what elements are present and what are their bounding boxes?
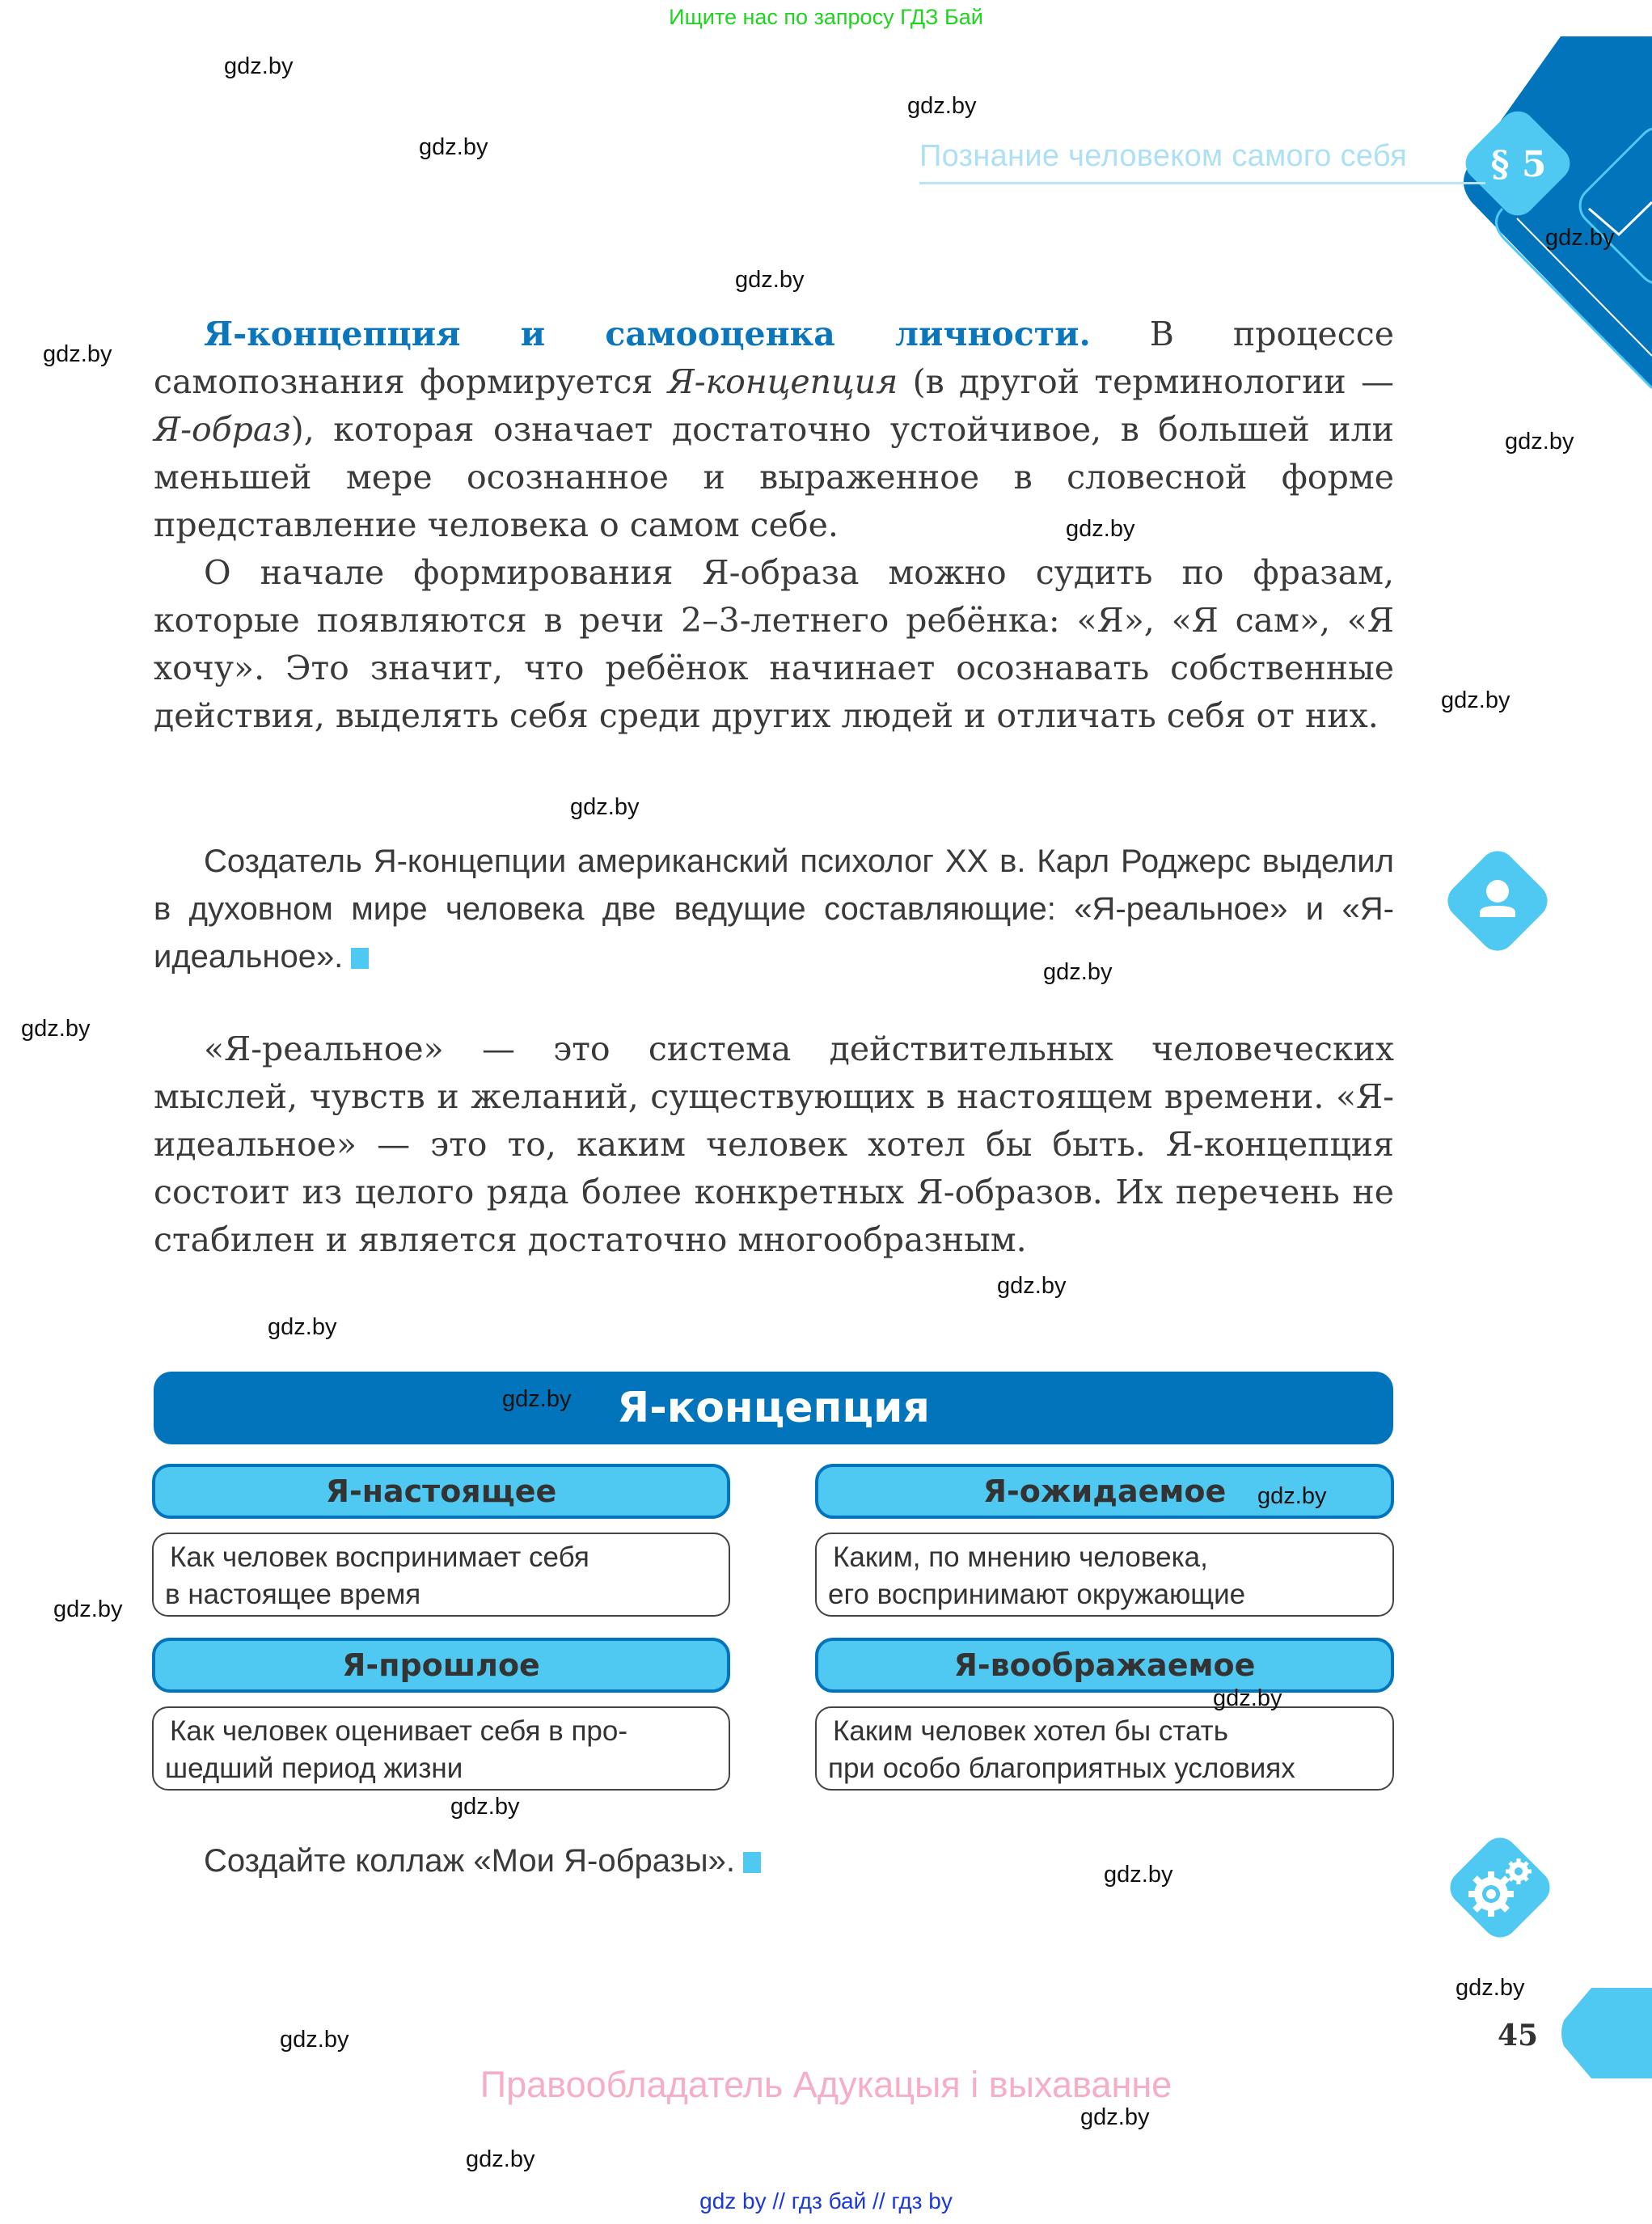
intro-paragraph: Я-концепция и самооценка личности. В процессе самопознания формируется Я-концепция (в другой терминологии — Я-образ), которая означает достаточно устойчивое, в большей или меньшей мере осознанное и выраженное в словесной форме представление человека о самом себе. О начале формирования Я-образа можно судить по фразам, которые появляются в речи 2–3-летнего ребёнка: «Я», «Я сам», «Я хочу». Это значит, что ребёнок начинает осознавать собственные действия, выделять себя среди других людей и отличать себя от них. (154, 311, 1394, 740)
category-expected: Я-ожидаемое (815, 1464, 1394, 1519)
section-badge-label: § 5 (1490, 144, 1547, 185)
category-past-desc: Как человек оценивает себя в про- шедший период жизни (152, 1706, 730, 1791)
watermark: gdz.by (1456, 1975, 1525, 2001)
end-marker-icon (743, 1852, 761, 1873)
watermark: gdz.by (1257, 1483, 1327, 1509)
rogers-note: Создатель Я-концепции американский психолог XX в. Карл Роджерс выделил в духовном мире человека две ведущие составляющие: «Я-реальное» и «Я-идеальное». (154, 844, 1394, 975)
watermark: gdz.by (1043, 959, 1113, 985)
page-number: 45 (1498, 2019, 1539, 2053)
watermark: gdz.by (268, 1314, 337, 1340)
watermark: gdz.by (1213, 1685, 1282, 1711)
watermark: gdz.by (21, 1016, 91, 1042)
end-marker-icon (351, 948, 369, 969)
watermark: gdz.by (502, 1386, 572, 1412)
watermark: gdz.by (466, 2146, 535, 2172)
watermark: gdz.by (735, 267, 805, 293)
gear-icon (1460, 1854, 1541, 1926)
watermark: gdz.by (53, 1596, 123, 1622)
paragraph-2: О начале формирования Я-образа можно судить по фразам, которые появляются в речи 2–3-летнего ребёнка: «Я», «Я сам», «Я хочу». Это значит, что ребёнок начинает осознавать собственные действия, выделять себя среди других людей и отличать себя от них. (154, 553, 1394, 735)
paragraph-3: «Я-реальное» — это система действительных человеческих мыслей, чувств и желаний, существующих в настоящем времени. «Я-идеальное» — это то, каким человек хотел бы быть. Я-концепция состоит из целого ряда более конкретных Я-образов. Их перечень не стабилен и является достаточно многообразным. (154, 1030, 1394, 1259)
category-present: Я-настоящее (152, 1464, 730, 1519)
chapter-title: Познание человеком самого себя (919, 139, 1407, 173)
watermark: gdz.by (224, 53, 294, 79)
category-present-desc: Как человек воспринимает себя в настоящее время (152, 1533, 730, 1617)
diagram-title-bar: Я-концепция (154, 1372, 1393, 1444)
person-icon (1468, 872, 1527, 930)
watermark: gdz.by (450, 1794, 520, 1820)
watermark: gdz.by (419, 134, 488, 160)
watermark: gdz.by (1080, 2104, 1150, 2130)
watermark: gdz.by (907, 93, 977, 119)
search-banner: Ищите нас по запросу ГДЗ Бай (669, 5, 983, 29)
watermark: gdz.by (570, 794, 640, 820)
copyright-notice: Правообладатель Адукацыя і выхаванне (480, 2064, 1172, 2105)
watermark: gdz.by (43, 341, 112, 367)
watermark: gdz.by (1545, 225, 1615, 251)
task-text: Создайте коллаж «Мои Я-образы». (154, 1837, 1394, 1885)
category-expected-desc: Каким, по мнению человека, его воспринимают окружающие (815, 1533, 1394, 1617)
chapter-banner-decoration (1439, 32, 1652, 404)
section-heading: Я-концепция и самооценка личности. (204, 315, 1091, 353)
watermark: gdz.by (1505, 429, 1574, 455)
footer-links[interactable]: gdz by // гдз бай // гдз by (699, 2188, 953, 2213)
watermark: gdz.by (1066, 516, 1135, 542)
category-past: Я-прошлое (152, 1638, 730, 1693)
watermark: gdz.by (997, 1273, 1067, 1299)
watermark: gdz.by (1441, 687, 1510, 713)
category-imagined-desc: Каким человек хотел бы стать при особо благоприятных условиях (815, 1706, 1394, 1791)
chapter-title-underline (919, 182, 1485, 184)
watermark: gdz.by (1104, 1862, 1173, 1888)
watermark: gdz.by (280, 2027, 349, 2053)
category-imagined: Я-воображаемое (815, 1638, 1394, 1693)
